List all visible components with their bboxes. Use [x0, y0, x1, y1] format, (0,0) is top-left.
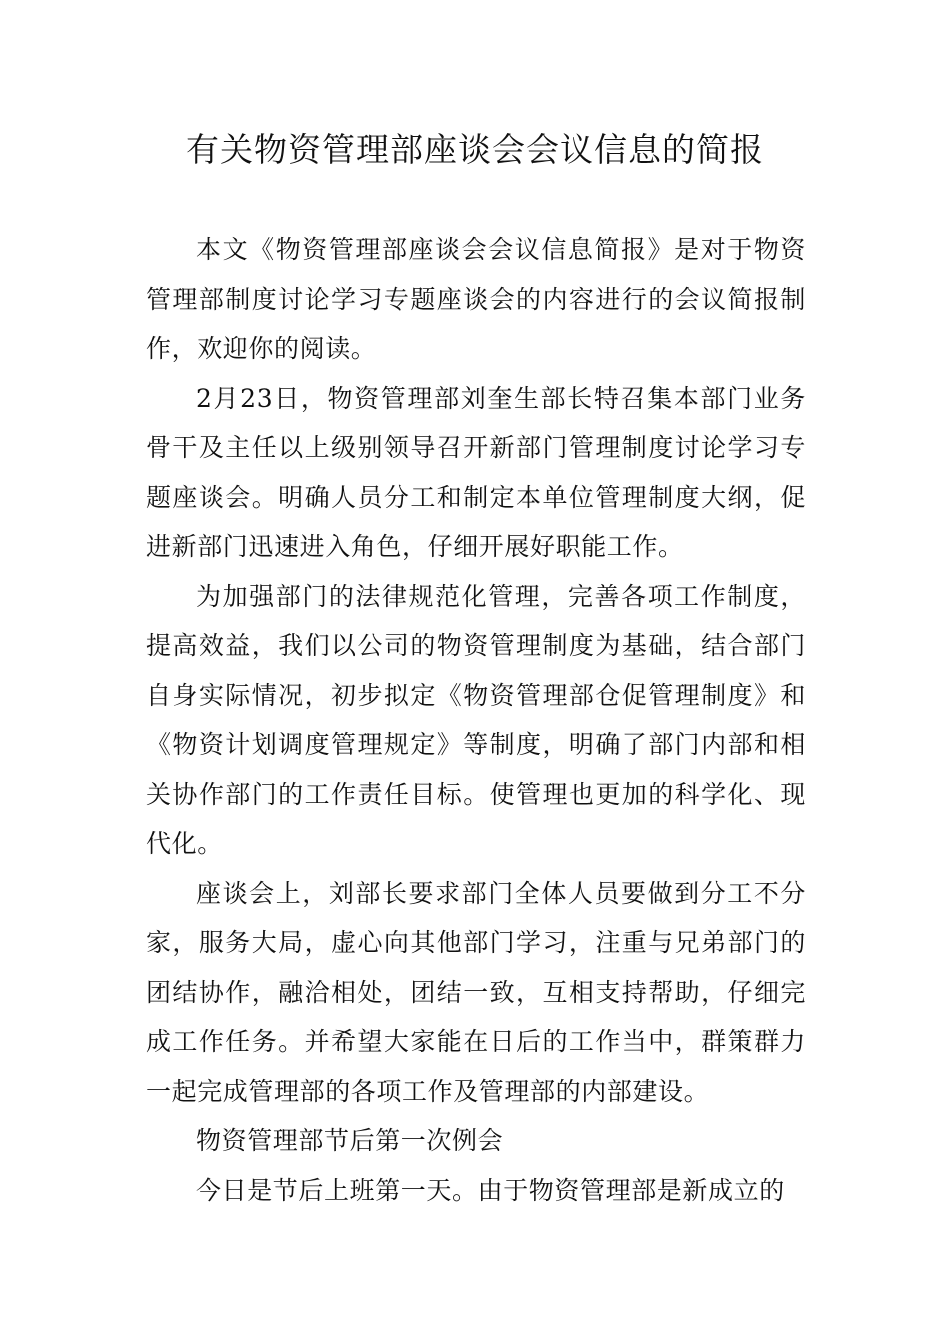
paragraph-intro: 本文《物资管理部座谈会会议信息简报》是对于物资管理部制度讨论学习专题座谈会的内容进行的会议简报制作，欢迎你的阅读。: [146, 235, 806, 363]
paragraph-regulations: 为加强部门的法律规范化管理，完善各项工作制度，提高效益，我们以公司的物资管理制度为基础，结合部门自身实际情况，初步拟定《物资管理部仓促管理制度》和《物资计划调度管理规定》等制度，明确了部门内部和相关协作部门的工作责任目标。使管理也更加的科学化、现代化。: [146, 581, 806, 858]
paragraph-requirements: 座谈会上，刘部长要求部门全体人员要做到分工不分家，服务大局，虚心向其他部门学习，注重与兄弟部门的团结协作，融洽相处，团结一致，互相支持帮助，仔细完成工作任务。并希望大家能在日后的工作当中，群策群力一起完成管理部的各项工作及管理部的内部建设。: [146, 878, 806, 1106]
document-title: 有关物资管理部座谈会会议信息的简报: [186, 130, 764, 169]
document-body: [146, 225, 806, 1215]
paragraph-meeting: 2月23日，物资管理部刘奎生部长特召集本部门业务骨干及主任以上级别领导召开新部门管理制度讨论学习专题座谈会。明确人员分工和制定本单位管理制度大纲，促进新部门迅速进入角色，仔细开展好职能工作。: [146, 383, 806, 561]
section-heading: 物资管理部节后第一次例会: [196, 1126, 504, 1155]
paragraph-first-meeting: 今日是节后上班第一天。由于物资管理部是新成立的: [196, 1175, 785, 1205]
